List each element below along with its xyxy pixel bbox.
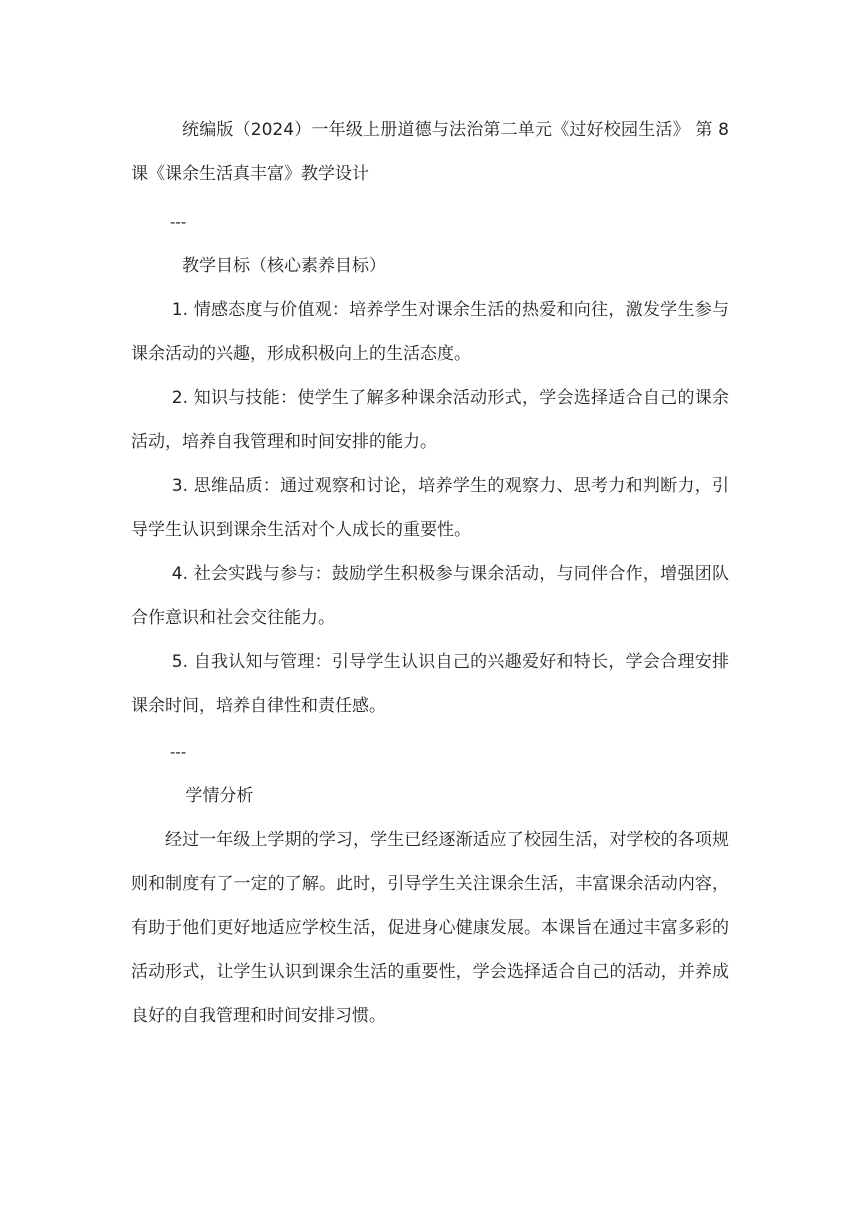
objective-item-1: 1. 情感态度与价值观：培养学生对课余生活的热爱和向往，激发学生参与课余活动的兴趣，形成积极向上的生活态度。	[131, 300, 729, 364]
objective-item-4: 4. 社会实践与参与：鼓励学生积极参与课余活动，与同伴合作，增强团队合作意识和社会交往能力。	[131, 564, 729, 628]
document-title: 统编版（2024）一年级上册道德与法治第二单元《过好校园生活》 第 8 课《课余生活真丰富》教学设计	[131, 120, 729, 184]
objectives-heading: 教学目标（核心素养目标）	[182, 256, 386, 276]
analysis-heading: 学情分析	[185, 786, 254, 806]
objective-item-5: 5. 自我认知与管理：引导学生认识自己的兴趣爱好和特长，学会合理安排课余时间，培养自律性和责任感。	[131, 652, 729, 716]
document-body	[131, 108, 729, 1038]
objective-item-3: 3. 思维品质：通过观察和讨论，培养学生的观察力、思考力和判断力，引导学生认识到课余生活对个人成长的重要性。	[131, 476, 729, 540]
separator: ---	[170, 743, 187, 761]
objective-item-2: 2. 知识与技能：使学生了解多种课余活动形式，学会选择适合自己的课余活动，培养自我管理和时间安排的能力。	[131, 388, 729, 452]
analysis-paragraph: 经过一年级上学期的学习，学生已经逐渐适应了校园生活，对学校的各项规则和制度有了一定的了解。此时，引导学生关注课余生活，丰富课余活动内容，有助于他们更好地适应学校生活，促进身心健康发展。本课旨在通过丰富多彩的活动形式，让学生认识到课余生活的重要性，学会选择适合自己的活动，并养成良好的自我管理和时间安排习惯。	[131, 830, 729, 1026]
separator: ---	[170, 213, 187, 231]
